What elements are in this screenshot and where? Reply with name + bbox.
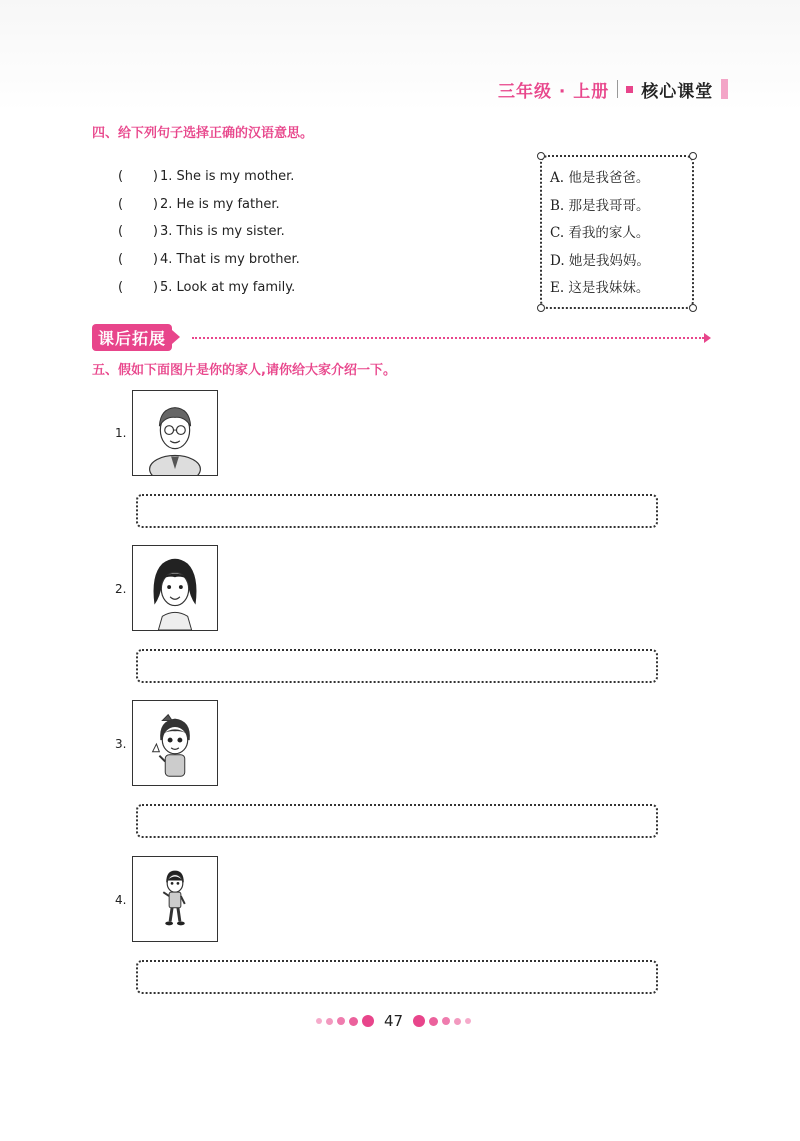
item-number: 4. — [115, 893, 127, 907]
dot-icon — [316, 1018, 322, 1024]
question-row — [118, 224, 285, 239]
answer-blank[interactable]: ( ) — [118, 280, 158, 295]
corner-dot-icon — [689, 304, 697, 312]
question-text: 2. He is my father. — [160, 197, 280, 212]
question-row — [118, 169, 294, 184]
answer-box[interactable] — [136, 649, 658, 683]
option-b: B. 那是我哥哥。 — [550, 197, 650, 214]
brother-cartoon-icon — [132, 856, 218, 942]
answer-box[interactable] — [136, 960, 658, 994]
arrow-right-icon — [704, 333, 711, 343]
dot-icon — [349, 1017, 358, 1026]
answer-blank[interactable]: ( ) — [118, 197, 158, 212]
option-d: D. 她是我妈妈。 — [550, 252, 650, 269]
grade-label: 三年级 · 上册 — [498, 81, 610, 102]
corner-dot-icon — [689, 152, 697, 160]
dot-icon — [362, 1015, 374, 1027]
question-text: 4. That is my brother. — [160, 252, 300, 267]
section5-title: 五、假如下面图片是你的家人,请你给大家介绍一下。 — [92, 363, 396, 378]
option-a: A. 他是我爸爸。 — [550, 170, 650, 186]
sister-cartoon-icon — [132, 700, 218, 786]
page-number: 47 — [384, 1012, 404, 1030]
banner-arrow-icon — [172, 330, 180, 344]
dot-icon — [454, 1018, 461, 1025]
header-square-icon — [626, 86, 633, 93]
question-text: 1. She is my mother. — [160, 169, 295, 184]
answer-blank[interactable]: ( ) — [118, 224, 158, 239]
question-text: 5. Look at my family. — [160, 280, 296, 295]
item-number: 2. — [115, 582, 127, 596]
dot-icon — [326, 1018, 333, 1025]
question-text: 3. This is my sister. — [160, 224, 285, 239]
question-row — [118, 252, 300, 267]
mother-cartoon-icon — [132, 545, 218, 631]
header-divider — [617, 80, 618, 98]
father-cartoon-icon — [132, 390, 218, 476]
item-number: 1. — [115, 426, 127, 440]
answer-box[interactable] — [136, 494, 658, 528]
dot-icon — [429, 1017, 438, 1026]
header-bar-icon — [721, 79, 728, 99]
page-footer — [316, 1010, 471, 1032]
question-row — [118, 197, 280, 212]
section4-title: 四、给下列句子选择正确的汉语意思。 — [92, 126, 314, 141]
answer-box[interactable] — [136, 804, 658, 838]
options-box — [540, 155, 694, 309]
dot-icon — [337, 1017, 345, 1025]
course-label: 核心课堂 — [641, 81, 714, 102]
page-header — [498, 76, 728, 102]
banner-label: 课后拓展 — [92, 324, 172, 351]
dot-icon — [413, 1015, 425, 1027]
option-e: E. 这是我妹妹。 — [550, 280, 650, 296]
answer-blank[interactable]: ( ) — [118, 252, 158, 267]
answer-blank[interactable]: ( ) — [118, 169, 158, 184]
item-number: 3. — [115, 737, 127, 751]
question-row — [118, 280, 295, 295]
option-c: C. 看我的家人。 — [550, 225, 650, 241]
dot-icon — [442, 1017, 450, 1025]
corner-dot-icon — [537, 152, 545, 160]
extension-banner — [92, 324, 180, 350]
dot-icon — [465, 1018, 471, 1024]
corner-dot-icon — [537, 304, 545, 312]
banner-dotted-line — [192, 337, 704, 339]
